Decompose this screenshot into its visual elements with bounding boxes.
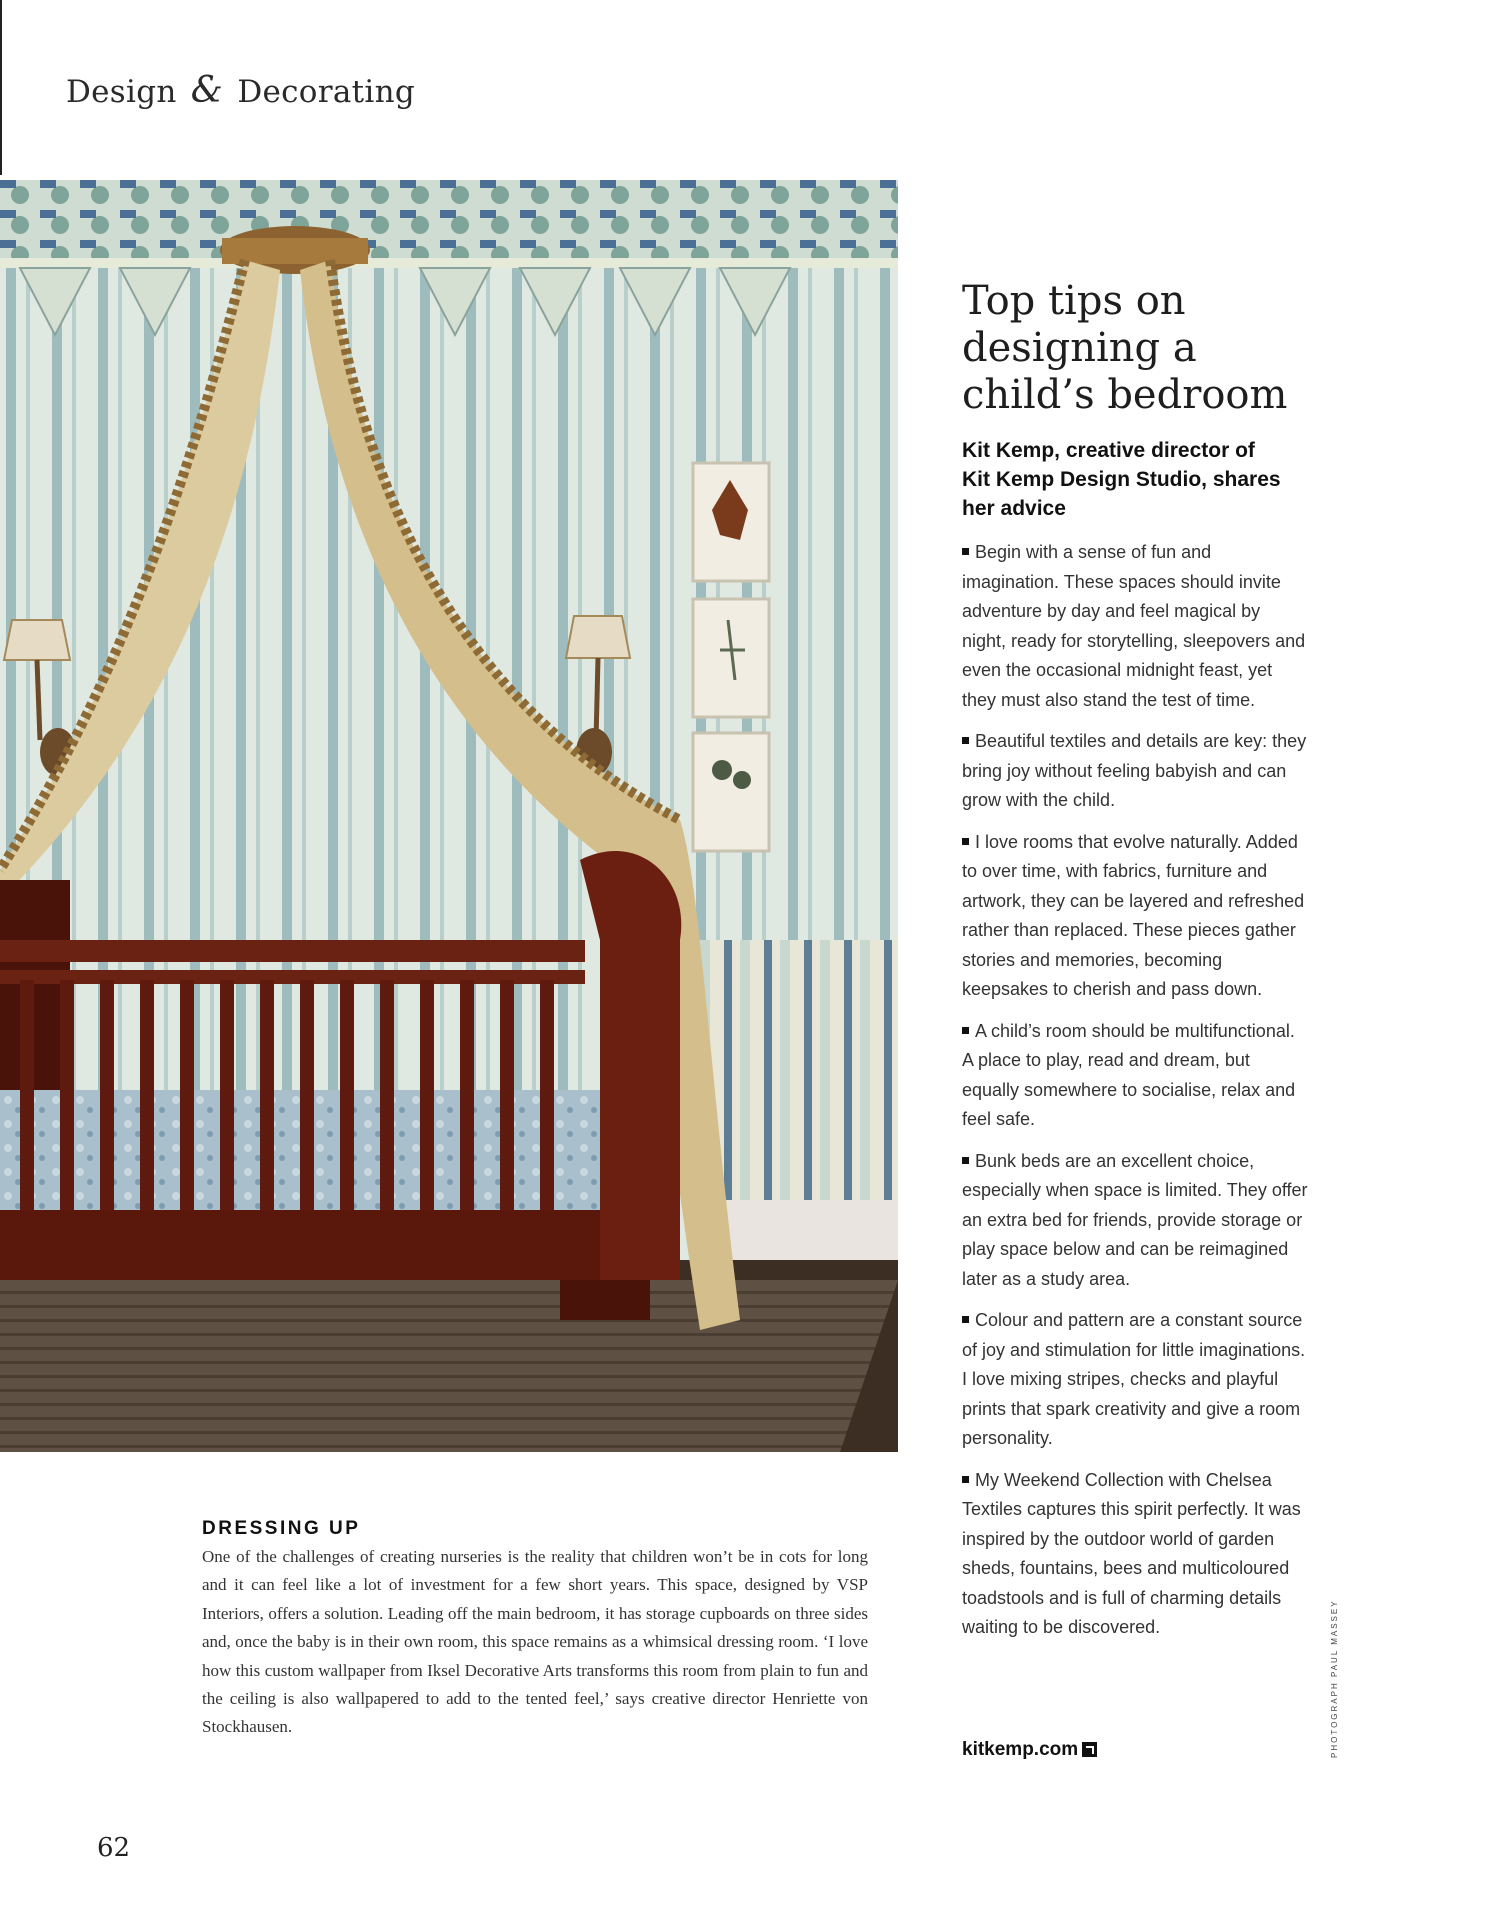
tip-item	[962, 727, 1308, 816]
tip-item	[962, 1017, 1308, 1135]
external-link-icon	[1082, 1742, 1097, 1757]
section-header	[66, 70, 415, 111]
page-edge-rule	[0, 0, 2, 175]
tip-item	[962, 538, 1308, 715]
website-link[interactable]	[962, 1739, 1097, 1761]
tip-item	[962, 1466, 1308, 1643]
tip-item	[962, 828, 1308, 1005]
tip-item	[962, 1306, 1308, 1454]
bullet-icon	[962, 737, 969, 744]
nursery-photo	[0, 180, 898, 1452]
tip-text: I love rooms that evolve naturally. Added to over time, with fabrics, furniture and artwork, they can be layered and refreshed rather than replaced. These pieces gather stories and memories, becoming keepsakes to cherish and pass down.	[962, 831, 1305, 999]
bullet-icon	[962, 1027, 969, 1034]
sidebar-title: Top tips on designing a child’s bedroom	[962, 278, 1288, 418]
page-number: 62	[97, 1833, 131, 1863]
section-label-left: Design	[66, 74, 177, 110]
bullet-icon	[962, 548, 969, 555]
bullet-icon	[962, 1157, 969, 1164]
bullet-icon	[962, 1476, 969, 1483]
photo-credit: PHOTOGRAPH PAUL MASSEY	[1330, 1599, 1339, 1758]
sidebar-intro: Kit Kemp, creative director of Kit Kemp Design Studio, shares her advice	[962, 439, 1281, 520]
tip-item	[962, 1147, 1308, 1295]
bullet-icon	[962, 1316, 969, 1323]
tip-text: Begin with a sense of fun and imagination. These spaces should invite adventure by day and feel magical by night, ready for storytelling, sleepovers and even the occasional midnight feast, yet they must also stand the test of time.	[962, 542, 1306, 710]
tips-list	[962, 538, 1308, 1655]
tip-text: My Weekend Collection with Chelsea Textiles captures this spirit perfectly. It was inspired by the outdoor world of garden sheds, fountains, bees and multicoloured toadstools and is full of charming details waiting to be discovered.	[962, 1469, 1301, 1637]
tip-text: Colour and pattern are a constant source of joy and stimulation for little imaginations. I love mixing stripes, checks and playful prints that spark creativity and give a room personality.	[962, 1310, 1306, 1448]
tip-text: Beautiful textiles and details are key: they bring joy without feeling babyish and can grow with the child.	[962, 731, 1307, 810]
website-label: kitkemp.com	[962, 1739, 1079, 1760]
tip-text: A child’s room should be multifunctional. A place to play, read and dream, but equally somewhere to socialise, relax and feel safe.	[962, 1020, 1296, 1129]
section-label-right: Decorating	[237, 74, 416, 110]
section-ampersand: &	[190, 70, 224, 111]
caption-heading: DRESSING UP	[202, 1518, 361, 1539]
caption-body: One of the challenges of creating nurseries is the reality that children won’t be in cots for long and it can feel like a lot of investment for a few short years. This space, designed by VSP Interiors, offers a solution. Leading off the main bedroom, it has storage cupboards on three sides and, once the baby is in their own room, this space remains as a whimsical dressing room. ‘I love how this custom wallpaper from Iksel Decorative Arts transforms this room from plain to fun and the ceiling is also wallpapered to add to the tented feel,’ says creative director Henriette von Stockhausen.	[202, 1547, 868, 1737]
tip-text: Bunk beds are an excellent choice, especially when space is limited. They offer an extra bed for friends, provide storage or play space below and can be reimagined later as a study area.	[962, 1150, 1308, 1289]
bullet-icon	[962, 838, 969, 845]
